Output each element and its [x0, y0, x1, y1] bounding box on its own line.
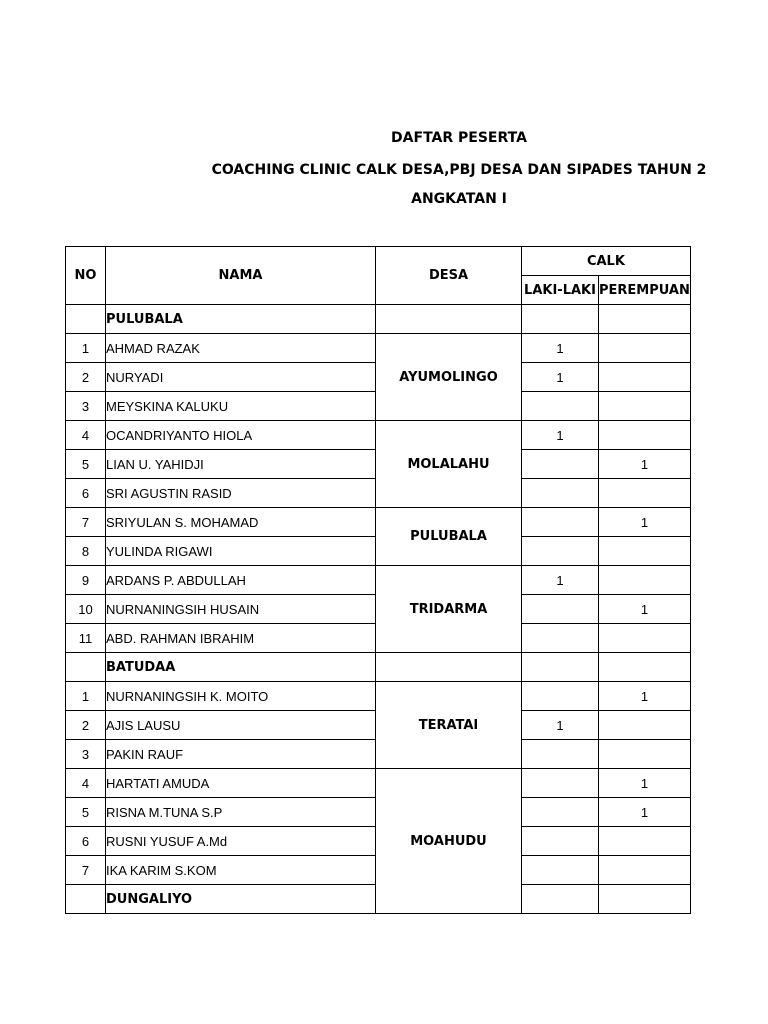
row-laki — [522, 624, 599, 653]
participant-table — [65, 246, 691, 914]
row-nama: MEYSKINA KALUKU — [106, 392, 376, 421]
row-nama: SRIYULAN S. MOHAMAD — [106, 508, 376, 537]
row-perempuan — [599, 537, 691, 566]
row-no: 3 — [66, 392, 106, 421]
row-nama: IKA KARIM S.KOM — [106, 856, 376, 885]
row-no: 7 — [66, 856, 106, 885]
row-perempuan: 1 — [599, 595, 691, 624]
row-no: 2 — [66, 363, 106, 392]
row-perempuan — [599, 479, 691, 508]
row-laki: 1 — [522, 363, 599, 392]
row-laki: 1 — [522, 421, 599, 450]
row-laki — [522, 392, 599, 421]
row-nama: AJIS LAUSU — [106, 711, 376, 740]
table-row — [66, 566, 691, 595]
row-perempuan: 1 — [599, 682, 691, 711]
row-no: 9 — [66, 566, 106, 595]
document-title: DAFTAR PESERTA — [391, 130, 527, 146]
row-laki — [522, 537, 599, 566]
col-header-desa: DESA — [376, 247, 522, 305]
table-row — [66, 682, 691, 711]
row-laki — [522, 682, 599, 711]
row-nama: AHMAD RAZAK — [106, 334, 376, 363]
table-row — [66, 508, 691, 537]
row-laki — [522, 827, 599, 856]
row-perempuan: 1 — [599, 508, 691, 537]
row-perempuan: 1 — [599, 769, 691, 798]
row-no: 5 — [66, 450, 106, 479]
row-nama: NURNANINGSIH HUSAIN — [106, 595, 376, 624]
row-no: 6 — [66, 479, 106, 508]
row-nama: NURYADI — [106, 363, 376, 392]
document-subtitle: COACHING CLINIC CALK DESA,PBJ DESA DAN SIPADES TAHUN 2 — [211, 162, 707, 178]
table-row — [66, 769, 691, 798]
row-nama: SRI AGUSTIN RASID — [106, 479, 376, 508]
table-row — [66, 334, 691, 363]
row-no: 5 — [66, 798, 106, 827]
row-laki — [522, 856, 599, 885]
batch-label: ANGKATAN I — [411, 191, 507, 207]
row-nama: PAKIN RAUF — [106, 740, 376, 769]
row-nama: RISNA M.TUNA S.P — [106, 798, 376, 827]
row-no: 7 — [66, 508, 106, 537]
row-nama: YULINDA RIGAWI — [106, 537, 376, 566]
col-header-nama: NAMA — [106, 247, 376, 305]
row-no: 4 — [66, 769, 106, 798]
header-row-1 — [66, 247, 691, 276]
row-laki: 1 — [522, 566, 599, 595]
row-perempuan — [599, 392, 691, 421]
row-laki — [522, 508, 599, 537]
village-cell: PULUBALA — [376, 508, 522, 566]
row-perempuan — [599, 740, 691, 769]
row-nama: OCANDRIYANTO HIOLA — [106, 421, 376, 450]
row-perempuan — [599, 624, 691, 653]
village-cell: MOAHUDU — [376, 769, 522, 914]
row-no: 11 — [66, 624, 106, 653]
row-nama: NURNANINGSIH K. MOITO — [106, 682, 376, 711]
row-no: 4 — [66, 421, 106, 450]
col-header-perempuan: PEREMPUAN — [599, 276, 691, 305]
row-perempuan — [599, 334, 691, 363]
row-perempuan — [599, 711, 691, 740]
row-no: 1 — [66, 682, 106, 711]
row-laki — [522, 769, 599, 798]
row-laki — [522, 450, 599, 479]
row-perempuan — [599, 566, 691, 595]
row-perempuan — [599, 827, 691, 856]
row-laki — [522, 595, 599, 624]
village-cell: TERATAI — [376, 682, 522, 769]
group-label: PULUBALA — [106, 305, 376, 334]
row-no: 1 — [66, 334, 106, 363]
row-no: 8 — [66, 537, 106, 566]
row-perempuan — [599, 421, 691, 450]
row-laki: 1 — [522, 711, 599, 740]
row-no: 6 — [66, 827, 106, 856]
village-cell: AYUMOLINGO — [376, 334, 522, 421]
row-no: 3 — [66, 740, 106, 769]
row-laki: 1 — [522, 334, 599, 363]
group-row — [66, 653, 691, 682]
row-laki — [522, 798, 599, 827]
col-header-laki: LAKI-LAKI — [522, 276, 599, 305]
row-nama: RUSNI YUSUF A.Md — [106, 827, 376, 856]
row-laki — [522, 740, 599, 769]
row-perempuan — [599, 856, 691, 885]
group-label: DUNGALIYO — [106, 885, 376, 914]
col-header-calk: CALK — [522, 247, 691, 276]
group-label: BATUDAA — [106, 653, 376, 682]
row-nama: ABD. RAHMAN IBRAHIM — [106, 624, 376, 653]
group-row — [66, 305, 691, 334]
row-nama: ARDANS P. ABDULLAH — [106, 566, 376, 595]
row-perempuan: 1 — [599, 798, 691, 827]
row-perempuan — [599, 363, 691, 392]
village-cell: TRIDARMA — [376, 566, 522, 653]
village-cell: MOLALAHU — [376, 421, 522, 508]
col-header-no: NO — [66, 247, 106, 305]
row-no: 2 — [66, 711, 106, 740]
row-no: 10 — [66, 595, 106, 624]
row-laki — [522, 479, 599, 508]
row-nama: LIAN U. YAHIDJI — [106, 450, 376, 479]
table-row — [66, 421, 691, 450]
row-nama: HARTATI AMUDA — [106, 769, 376, 798]
row-perempuan: 1 — [599, 450, 691, 479]
